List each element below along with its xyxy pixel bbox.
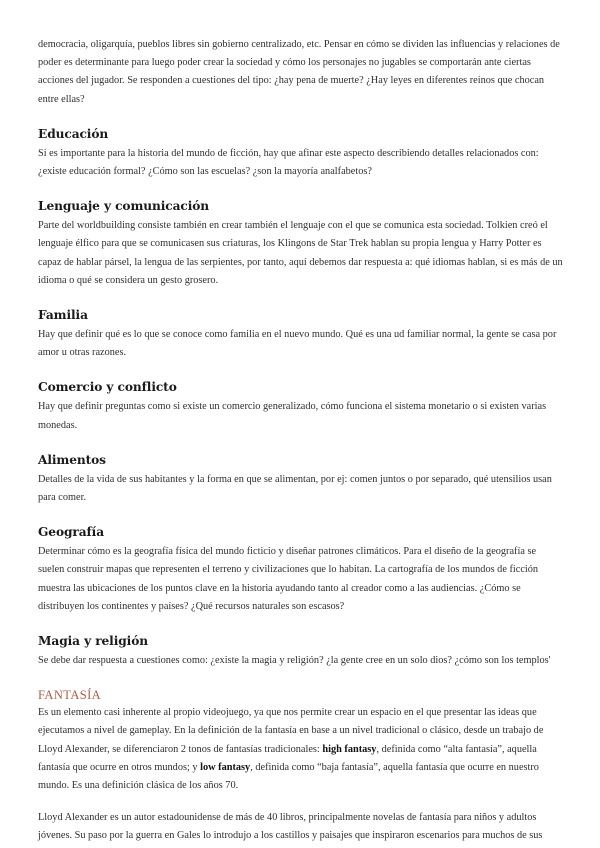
text-run: , definida como “alta fantasía”, aquella fantasía que ocurre en otros mundos; y: [38, 743, 537, 773]
text-run: Es un elemento casi inherente al propio videojuego, ya que nos permite crear un espacio en el que presentar las ideas que ejecutamos a nivel de gameplay. En la definición de la fantasía en base a un nivel tradicional o clásico, desde un trabajo de Lloyd Alexander, se diferenciaron 2 tonos de fantasías tradicionales:: [38, 707, 544, 755]
section-lenguaje: [38, 198, 564, 290]
section-paragraph: Determinar cómo es la geografía física del mundo ficticio y diseñar patrones climáticos. Para el diseño de la geografía se suelen construir mapas que representen el terreno y civilizaciones que lo habitan. La cartografía de los mundos de ficción muestra las ubicaciones de los puntos clave en la historia ayudando tanto al creador como a las audiencias. ¿Cómo se distribuyen los continentes y países? ¿Qué recursos naturales son escasos?: [38, 546, 539, 612]
section-familia: [38, 307, 564, 362]
section-paragraph: Hay que definir qué es lo que se conoce como familia en el nuevo mundo. Qué es una ud familiar normal, la gente se casa por amor u otras razones.: [38, 329, 557, 359]
section-paragraph: Hay que definir preguntas como si existe un comercio generalizado, cómo funciona el sistema monetario o si existen varias monedas.: [38, 401, 547, 431]
section-fantasia: [38, 687, 564, 845]
text-run: , definida como “baja fantasía”, aquella fantasía que ocurre en nuestro mundo. Es una definición clásica de los años 70.: [38, 761, 539, 792]
section-geografia: [38, 524, 564, 616]
document-body: [38, 36, 564, 846]
section-comercio: [38, 379, 564, 434]
low-fantasy-term: low fantasy: [200, 761, 251, 773]
intro-paragraph: democracia, oligarquía, pueblos libres sin gobierno centralizado, etc. Pensar en cómo se dividen las influencias y relaciones de poder es determinante para luego poder crear la sociedad y cómo los personajes no jugables se comportarán ante ciertas acciones del jugador. Se responden a cuestiones del tipo: ¿hay pena de muerte? ¿Hay leyes en diferentes reinos que chocan entre ellas?: [38, 39, 560, 105]
section-paragraph: Si es importante para la historia del mundo de ficción, hay que afinar este aspecto describiendo detalles relacionados con: ¿existe educación formal? ¿Cómo son las escuelas? ¿son la mayoría analfabetos?: [38, 147, 539, 178]
section-alimentos: [38, 452, 564, 507]
section-heading: Magia y religión: [38, 634, 148, 649]
section-heading: Geografía: [38, 525, 105, 540]
fantasia-heading: FANTASÍA: [38, 688, 102, 703]
section-heading: Comercio y conflicto: [38, 380, 177, 395]
section-heading: Familia: [38, 308, 88, 323]
section-paragraph: Detalles de la vida de sus habitantes y la forma en que se alimentan, por ej: comen juntos o por separado, qué utensilios usan para comer.: [38, 473, 552, 504]
section-paragraph: Parte del worldbuilding consiste también en crear también el lenguaje con el que se comunica esta sociedad. Tolkien creó el lenguaje élfico para que se comunicasen sus criaturas, los Klingons de Star Trek hablan su propia lengua y Harry Potter es capaz de hablar pársel, la lengua de las serpientes, por tanto, aquí debemos dar respuesta a: qué idiomas hablan, si es más de un idioma o qué se considera un gesto grosero.: [38, 220, 563, 286]
section-heading: Alimentos: [38, 452, 106, 467]
section-heading: Educación: [38, 126, 109, 141]
section-heading: Lenguaje y comunicación: [38, 199, 210, 214]
high-fantasy-term: high fantasy: [322, 743, 377, 755]
section-paragraph: Se debe dar respuesta a cuestiones como: ¿existe la magia y religión? ¿la gente cree en un solo dios? ¿cómo son los templos': [38, 655, 551, 667]
fantasia-paragraph-2: Lloyd Alexander es un autor estadounidense de más de 40 libros, principalmente novelas de fantasía para niños y adultos jóvenes. Su paso por la guerra en Gales lo introdujo a los castillos y paisajes que inspiraron escenarios para muchos de sus: [38, 812, 543, 842]
section-magia: [38, 633, 564, 670]
fantasia-paragraph-1: [38, 704, 564, 795]
section-educacion: [38, 126, 564, 181]
